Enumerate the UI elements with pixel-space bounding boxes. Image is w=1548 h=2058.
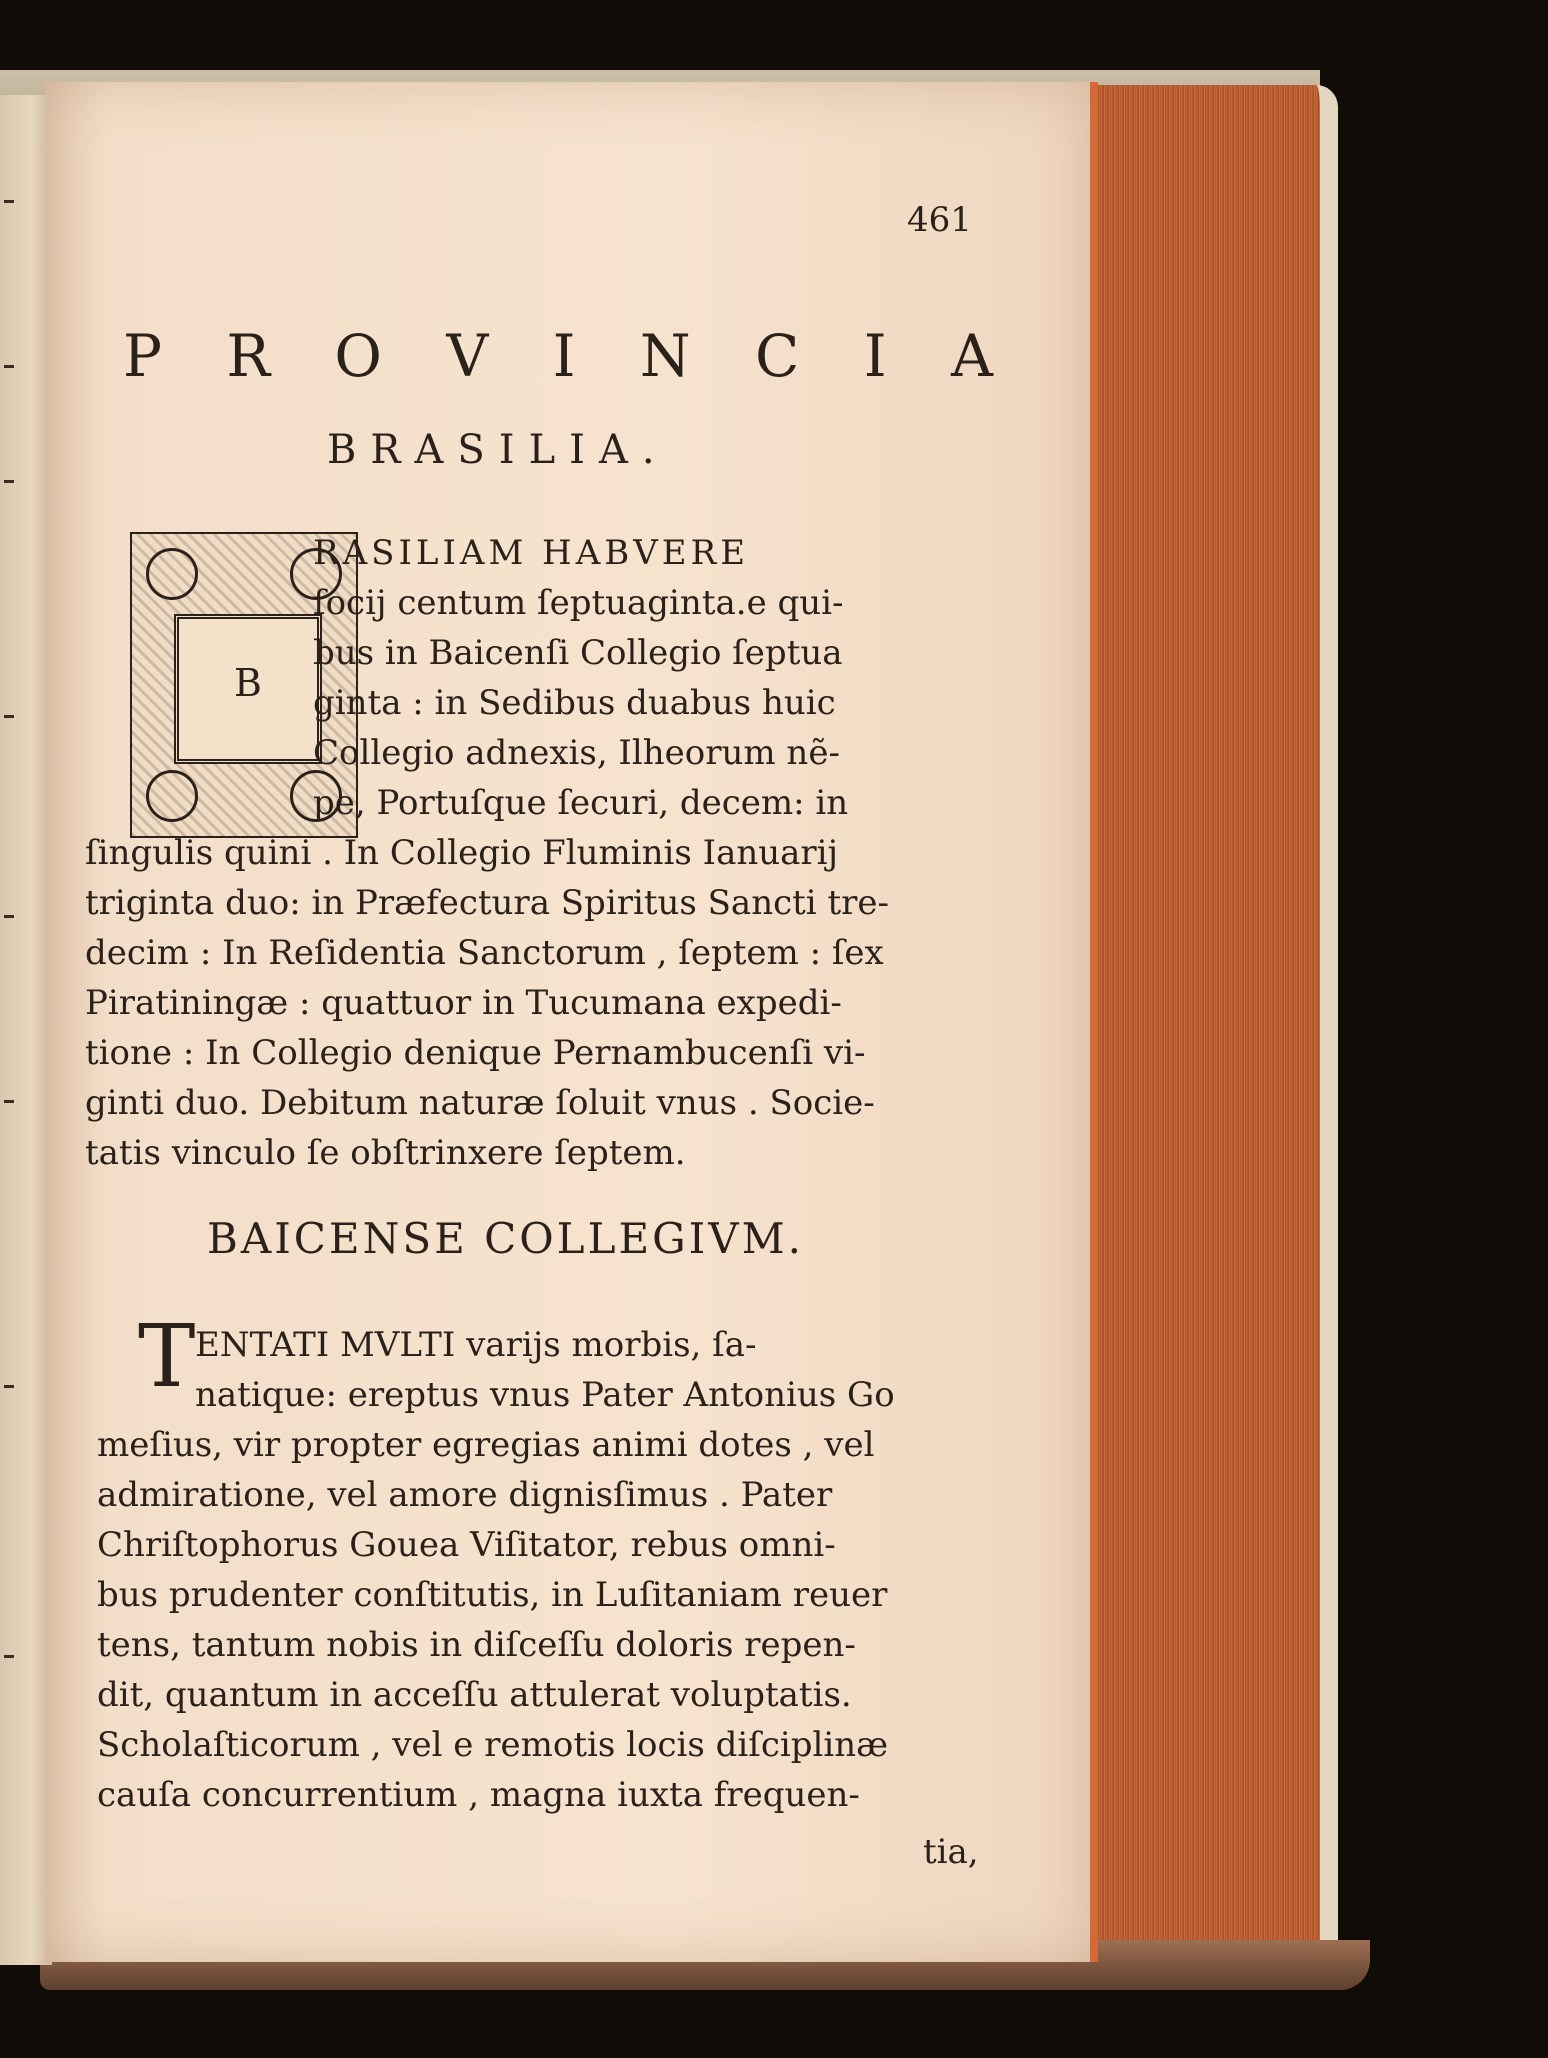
- text-line: bus prudenter conſtitutis, in Luſitaniam reuer: [97, 1575, 888, 1615]
- text-line: natique: ereptus vnus Pater Antonius Go: [195, 1375, 895, 1415]
- text-line: meſius, vir propter egregias animi dotes , vel: [97, 1425, 875, 1465]
- text-line: pe, Portuſque ſecuri, decem: in: [313, 783, 849, 823]
- title-letter: C: [754, 322, 800, 390]
- text-line: admiratione, vel amore dignisſimus . Pater: [97, 1475, 833, 1515]
- text-line: ſocij centum ſeptuaginta.e qui-: [313, 583, 844, 623]
- initial-letter: B: [234, 661, 262, 705]
- text-line: Scholaſticorum , vel e remotis locis diſciplinæ: [97, 1725, 889, 1765]
- title-letter: O: [334, 322, 382, 390]
- title-letter: V: [446, 322, 489, 390]
- page-block-fore-edge: [1060, 85, 1338, 1980]
- text-line: Collegio adnexis, Ilheorum nẽ-: [313, 733, 840, 773]
- text-line: ginta : in Sedibus duabus huic: [313, 683, 836, 723]
- text-line: ſingulis quini . In Collegio Fluminis Ianuarij: [85, 833, 839, 873]
- text-line: RASILIAM HABVERE: [313, 533, 750, 573]
- text-line: Chriſtophorus Gouea Viſitator, rebus omni-: [97, 1525, 836, 1565]
- paragraph-brasilia-head: [313, 528, 848, 828]
- text-line: decim : In Reſidentia Sanctorum , ſeptem : ſex: [85, 933, 884, 973]
- section-heading: BAICENSE COLLEGIVM.: [207, 1214, 804, 1263]
- paragraph-brasilia-body: [85, 828, 889, 1178]
- text-line: dit, quantum in acceſſu attulerat voluptatis.: [97, 1675, 852, 1715]
- title-letter: I: [863, 322, 887, 390]
- text-line: ginti duo. Debitum naturæ ſoluit vnus . Socie-: [85, 1083, 875, 1123]
- text-line: bus in Baicenſi Collegio ſeptua: [313, 633, 843, 673]
- text-line: tens, tantum nobis in diſceſſu doloris repen-: [97, 1625, 856, 1665]
- page-subtitle: BRASILIA.: [327, 427, 669, 473]
- text-line: cauſa concurrentium , magna iuxta frequen-: [97, 1775, 860, 1815]
- page-number: 461: [907, 200, 972, 240]
- text-line: tione : In Collegio denique Pernambucenſi vi-: [85, 1033, 866, 1073]
- title-letter: P: [123, 322, 163, 390]
- text-line: Piratiningæ : quattuor in Tucumana expedi-: [85, 983, 842, 1023]
- initial-frame: [174, 614, 322, 764]
- paragraph-collegium-body: [97, 1420, 888, 1820]
- ornament-icon: [146, 770, 198, 822]
- text-line: ENTATI MVLTI varijs morbis, ſa-: [195, 1325, 757, 1365]
- initial-letter-t: T: [138, 1307, 196, 1407]
- paragraph-collegium-head: [195, 1320, 895, 1420]
- title-letter: R: [226, 322, 271, 390]
- book-page: [45, 82, 1098, 1962]
- title-letter: I: [552, 322, 576, 390]
- title-letter: A: [951, 322, 993, 390]
- text-line: triginta duo: in Præfectura Spiritus Sancti tre-: [85, 883, 890, 923]
- ornament-icon: [146, 548, 198, 600]
- catchword: tia,: [923, 1832, 979, 1872]
- page-title: [123, 322, 993, 390]
- text-line: tatis vinculo ſe obſtrinxere ſeptem.: [85, 1133, 686, 1173]
- title-letter: N: [639, 322, 691, 390]
